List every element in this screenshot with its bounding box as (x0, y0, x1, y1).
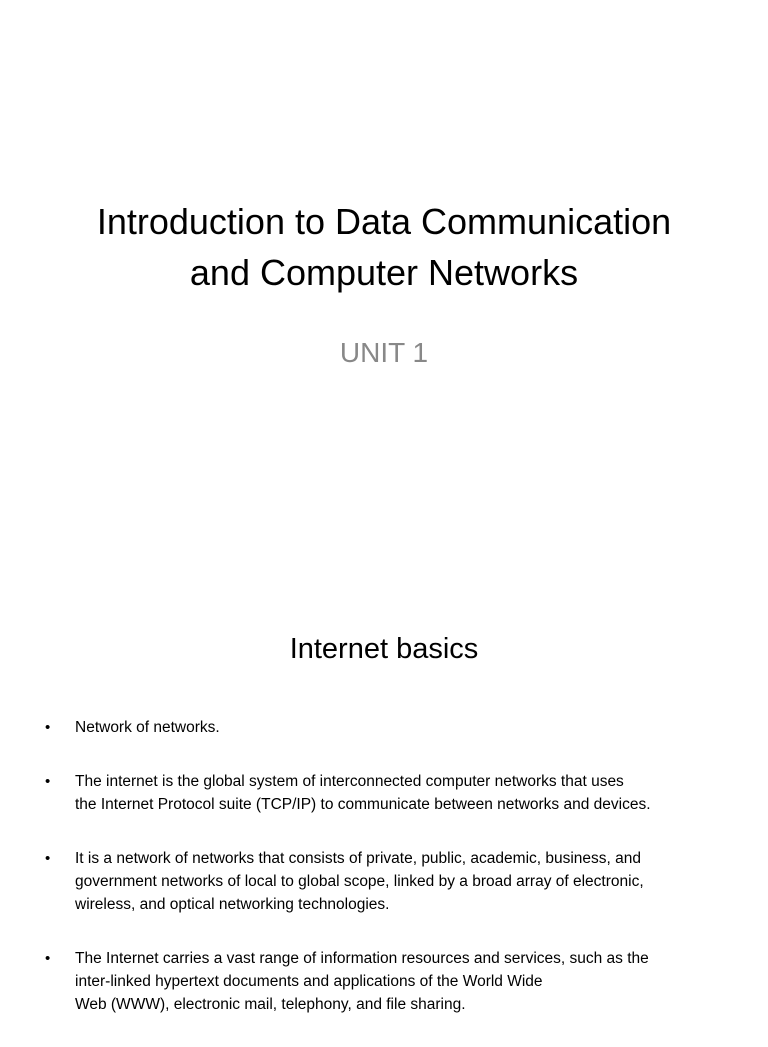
slide-title-line-2: and Computer Networks (189, 252, 579, 293)
bullet-text-line: The internet is the global system of interconnected computer networks that uses (75, 773, 624, 790)
bullet-item (0, 847, 768, 916)
bullet-text-line: Network of networks. (75, 719, 220, 736)
bullet-list (0, 716, 768, 1047)
bullet-text-line: Web (WWW), electronic mail, telephony, and file sharing. (75, 996, 466, 1013)
bullet-icon: • (45, 719, 51, 736)
bullet-text-line: The Internet carries a vast range of information resources and services, such as the (75, 950, 649, 967)
bullet-icon: • (45, 950, 51, 967)
section-heading: Internet basics (289, 633, 479, 665)
bullet-item (0, 716, 768, 739)
slide-title-line-1: Introduction to Data Communication (96, 201, 672, 242)
bullet-text-line: wireless, and optical networking technologies. (75, 896, 390, 913)
bullet-icon: • (45, 850, 51, 867)
bullet-text-line: government networks of local to global scope, linked by a broad array of electronic, (75, 873, 644, 890)
bullet-item (0, 770, 768, 816)
bullet-icon: • (45, 773, 51, 790)
bullet-text-line: It is a network of networks that consists of private, public, academic, business, and (75, 850, 642, 867)
slide-title (40, 196, 728, 298)
slide-subtitle: UNIT 1 (339, 337, 429, 368)
bullet-text-line: inter-linked hypertext documents and applications of the World Wide (75, 973, 543, 990)
bullet-item (0, 947, 768, 1016)
bullet-text-line: the Internet Protocol suite (TCP/IP) to communicate between networks and devices. (75, 796, 651, 813)
content-slide (0, 576, 768, 1024)
